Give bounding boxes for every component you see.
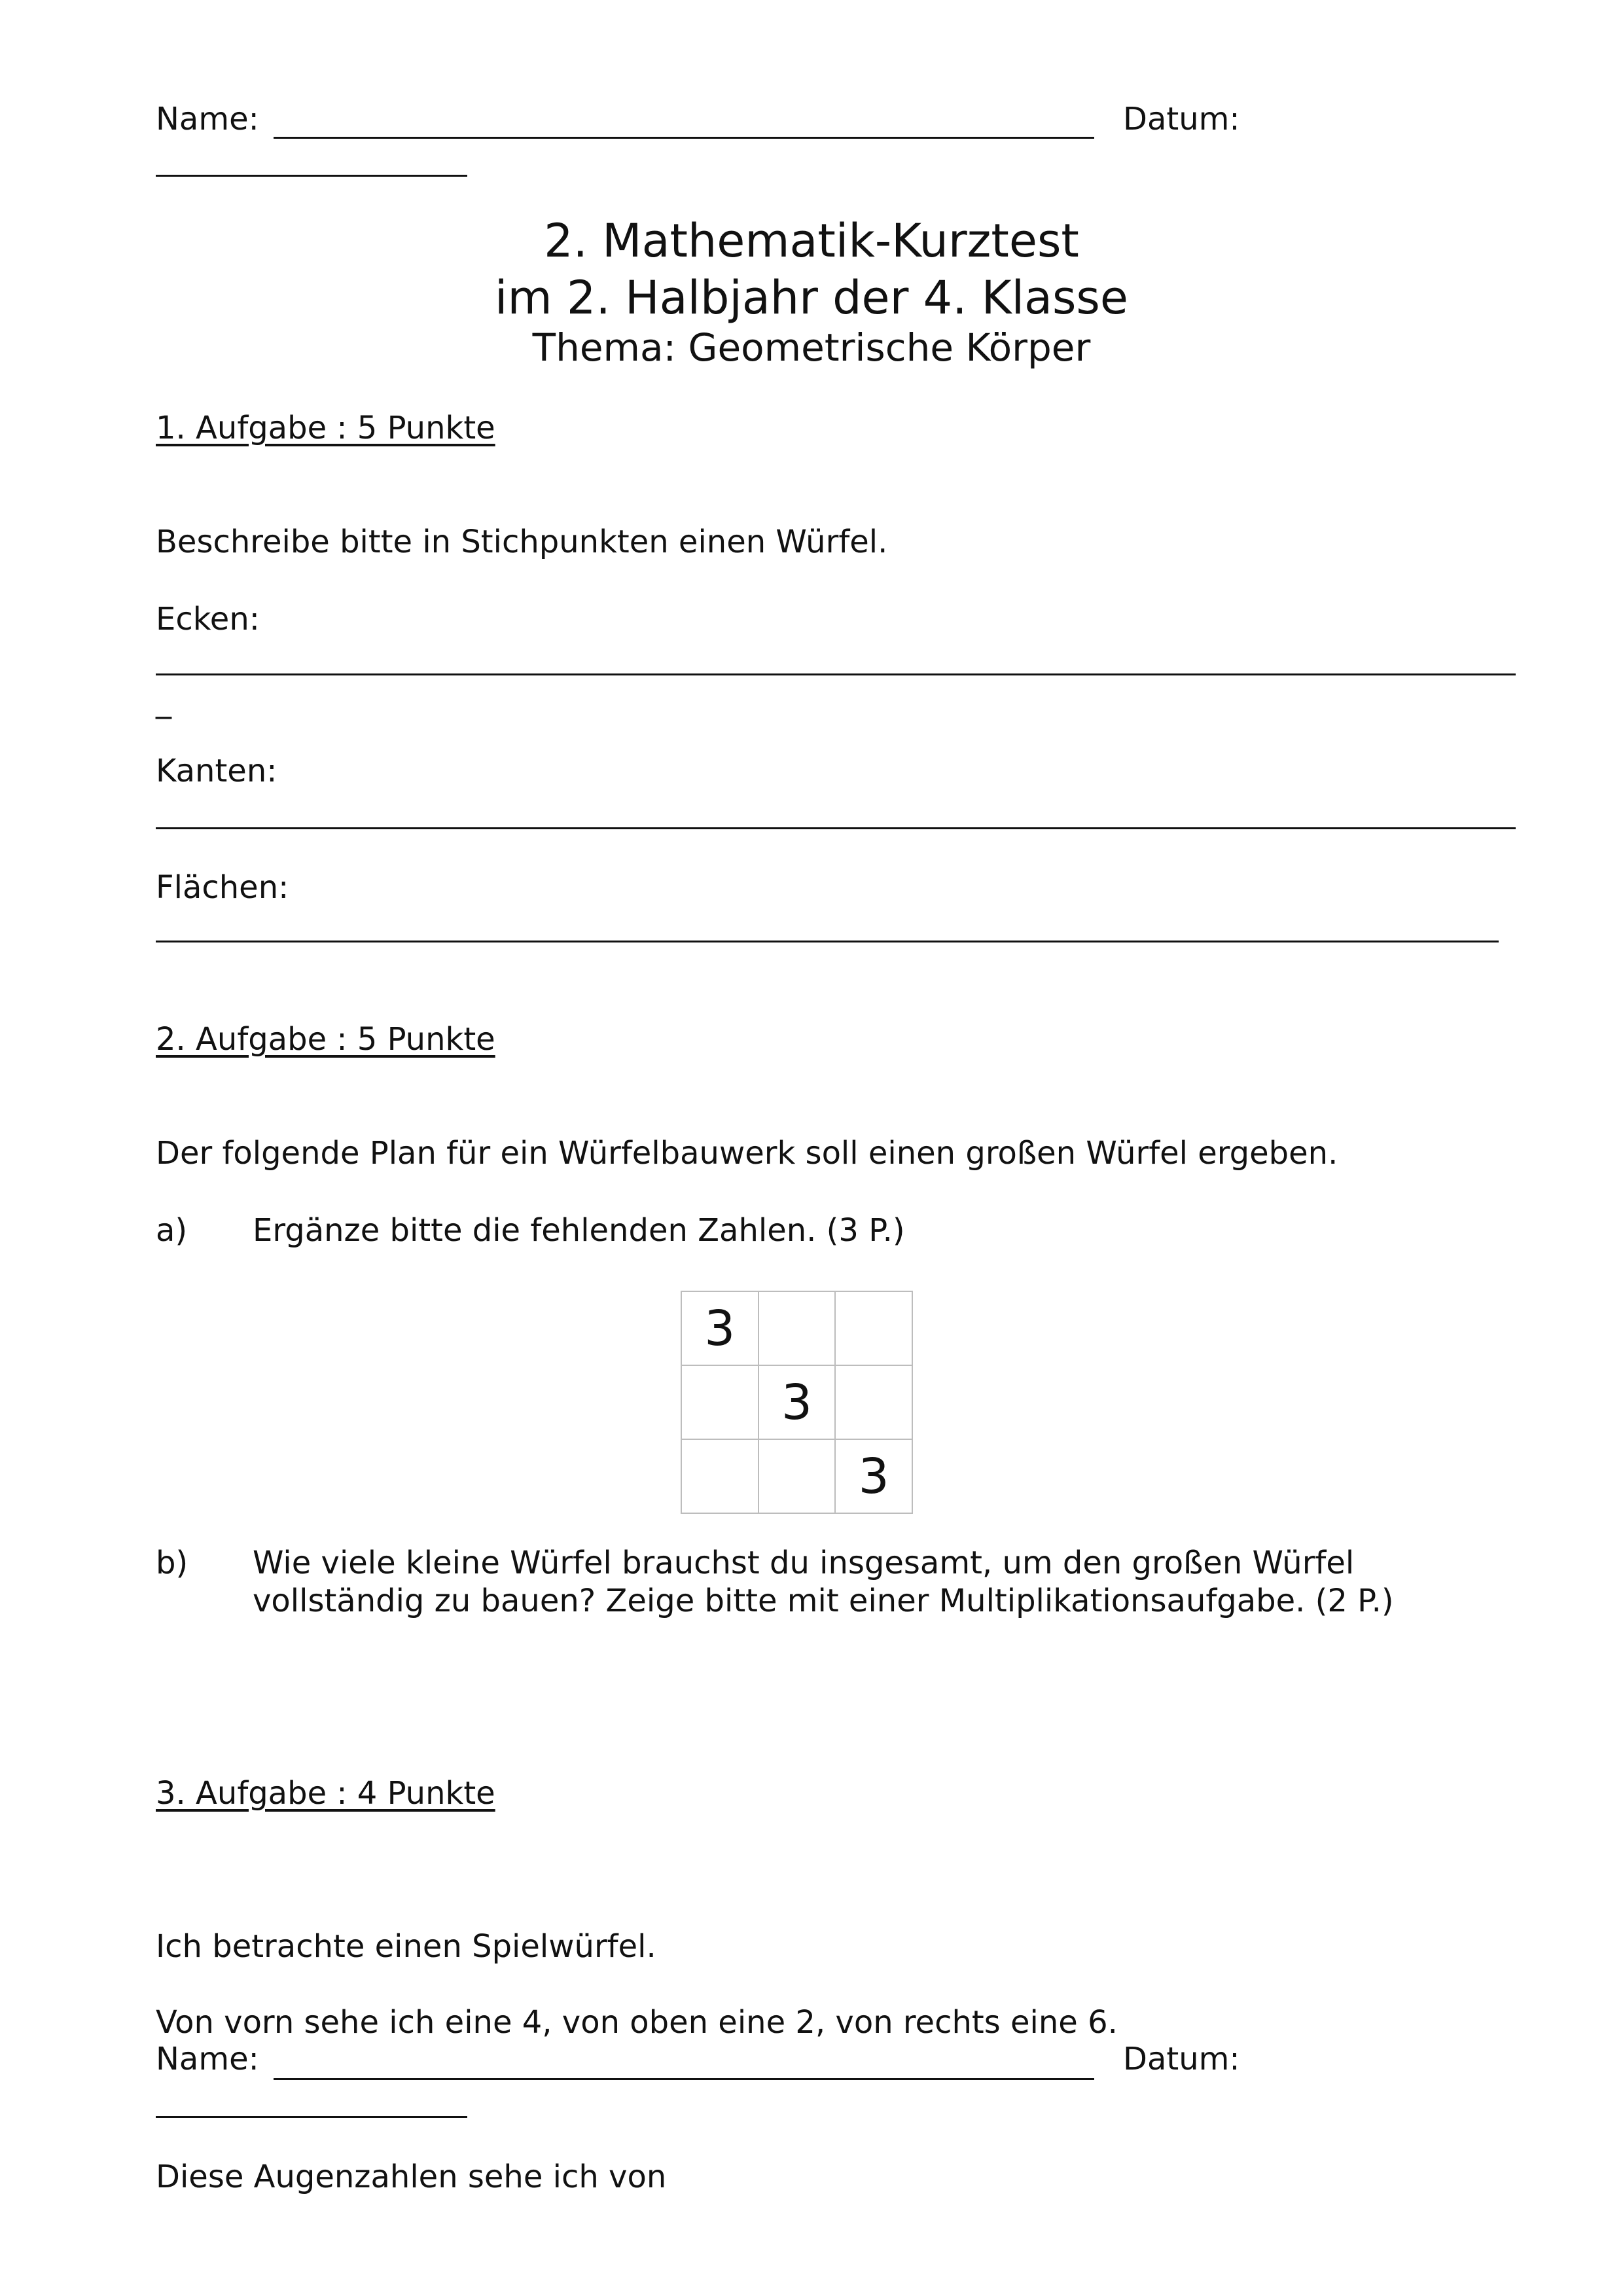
grid-cell[interactable] [681, 1439, 758, 1513]
grid-cell[interactable] [681, 1365, 758, 1439]
page-title-line2: im 2. Halbjahr der 4. Klasse [495, 271, 1128, 325]
cube-plan-grid [681, 1291, 913, 1514]
grid-cell[interactable] [758, 1291, 836, 1365]
task3-heading: 3. Aufgabe : 4 Punkte [156, 1775, 495, 1812]
grid-cell[interactable] [835, 1291, 912, 1365]
ecken-tail: _ [156, 683, 171, 719]
grid-row [681, 1365, 912, 1439]
grid-cell[interactable]: 3 [835, 1439, 912, 1513]
task3-text3: Diese Augenzahlen sehe ich von [156, 2159, 667, 2195]
task2b-text-line2: vollständig zu bauen? Zeige bitte mit einer Multiplikationsaufgabe. (2 P.) [253, 1583, 1394, 1619]
name-label: Name: [156, 101, 259, 137]
task2b-marker: b) [156, 1545, 188, 1581]
footer-date-input-line[interactable] [156, 2116, 467, 2118]
name-input-line[interactable] [274, 137, 1094, 139]
task2-heading: 2. Aufgabe : 5 Punkte [156, 1021, 495, 1058]
date-label: Datum: [1123, 101, 1240, 137]
kanten-answer-line[interactable] [156, 827, 1516, 829]
kanten-label: Kanten: [156, 753, 277, 789]
flaechen-answer-line[interactable] [156, 941, 1499, 942]
task1-prompt: Beschreibe bitte in Stichpunkten einen Würfel. [156, 524, 888, 560]
task3-text2: Von vorn sehe ich eine 4, von oben eine 2, von rechts eine 6. [156, 2004, 1118, 2041]
page-subtitle: Thema: Geometrische Körper [532, 325, 1091, 370]
grid-cell[interactable]: 3 [758, 1365, 836, 1439]
task2b-text-line1: Wie viele kleine Würfel brauchst du insgesamt, um den großen Würfel [253, 1545, 1355, 1581]
ecken-label: Ecken: [156, 601, 260, 637]
task2a-text: Ergänze bitte die fehlenden Zahlen. (3 P.) [253, 1212, 905, 1249]
grid-cell[interactable]: 3 [681, 1291, 758, 1365]
footer-name-label: Name: [156, 2041, 259, 2077]
ecken-answer-line[interactable] [156, 673, 1516, 675]
task1-heading: 1. Aufgabe : 5 Punkte [156, 410, 495, 446]
page-title: 2. Mathematik-Kurztest [544, 214, 1079, 268]
task2a-marker: a) [156, 1212, 188, 1249]
task3-text1: Ich betrachte einen Spielwürfel. [156, 1928, 656, 1965]
task2-prompt: Der folgende Plan für ein Würfelbauwerk soll einen großen Würfel ergeben. [156, 1135, 1338, 1172]
footer-date-label: Datum: [1123, 2041, 1240, 2077]
grid-row [681, 1439, 912, 1513]
footer-name-input-line[interactable] [274, 2078, 1094, 2080]
grid-row [681, 1291, 912, 1365]
flaechen-label: Flächen: [156, 869, 289, 906]
date-input-line[interactable] [156, 175, 467, 177]
grid-cell[interactable] [835, 1365, 912, 1439]
grid-cell[interactable] [758, 1439, 836, 1513]
